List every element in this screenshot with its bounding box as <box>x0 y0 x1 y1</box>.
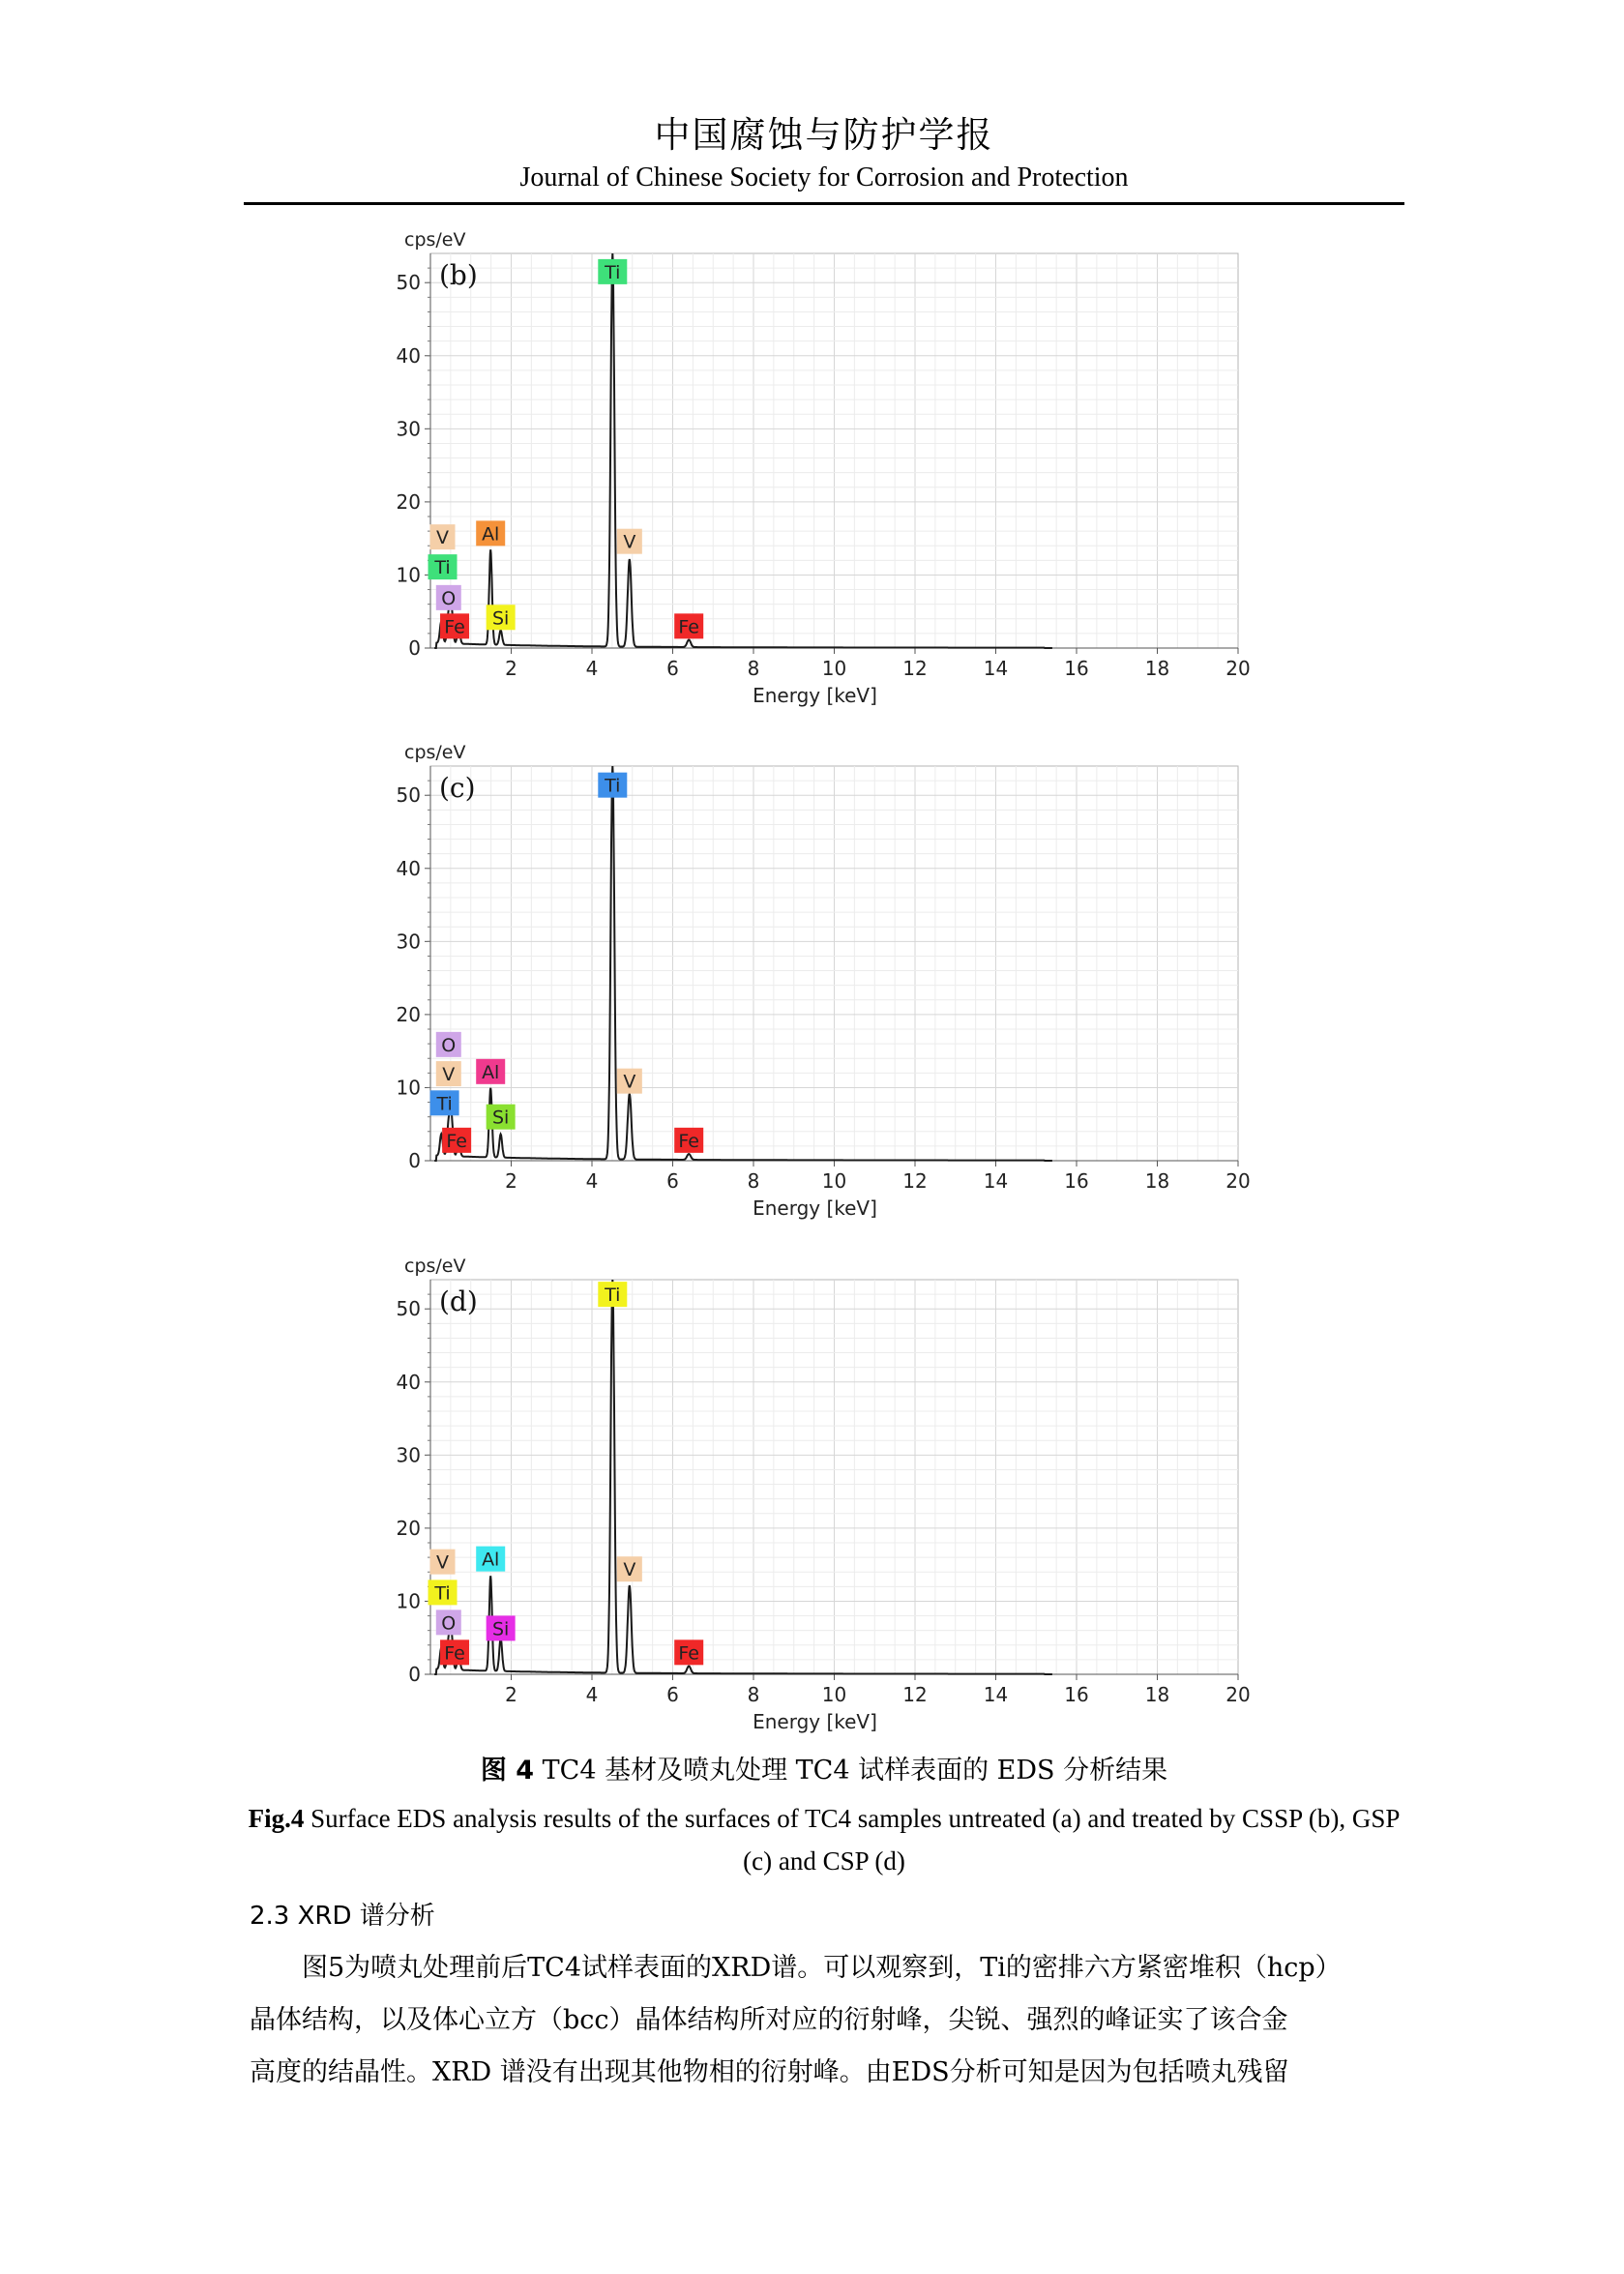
element-label: Al <box>482 1061 500 1083</box>
eds-spectrum-c <box>387 737 1257 1240</box>
y-tick-label: 30 <box>396 1443 421 1467</box>
element-label: V <box>442 1064 456 1086</box>
eds-spectrum-b <box>387 224 1257 727</box>
panel-label: (b) <box>439 259 478 291</box>
x-tick-label: 6 <box>666 657 679 680</box>
y-tick-label: 20 <box>396 1002 421 1026</box>
element-label: Fe <box>444 1642 465 1665</box>
element-label: Al <box>482 523 500 546</box>
x-tick-label: 6 <box>666 1683 679 1706</box>
element-label: Ti <box>605 261 621 283</box>
x-tick-label: 8 <box>747 1169 760 1193</box>
journal-header <box>244 114 1404 195</box>
header-rule <box>244 202 1404 205</box>
x-tick-label: 2 <box>505 1169 517 1193</box>
x-tick-label: 18 <box>1144 657 1170 680</box>
journal-title-cn: 中国腐蚀与防护学报 <box>654 114 994 156</box>
element-label: V <box>623 1071 636 1093</box>
element-label: Si <box>491 1107 510 1129</box>
element-label: Fe <box>446 1130 467 1152</box>
x-tick-label: 2 <box>505 1683 517 1706</box>
element-label: Si <box>491 607 510 630</box>
body-paragraph <box>250 1942 1396 2099</box>
x-tick-label: 10 <box>821 1683 847 1706</box>
x-tick-label: 6 <box>666 1169 679 1193</box>
figure-caption-en <box>244 1797 1404 1882</box>
x-tick-label: 20 <box>1225 657 1251 680</box>
x-tick-label: 16 <box>1064 657 1089 680</box>
element-label: Ti <box>436 1093 453 1115</box>
element-label: Si <box>491 1618 510 1640</box>
y-tick-label: 10 <box>396 1076 421 1100</box>
element-label: Ti <box>434 557 451 579</box>
x-tick-label: 2 <box>505 657 517 680</box>
y-tick-label: 0 <box>408 1149 421 1172</box>
figure-label-cn: 图 4 <box>480 1756 535 1786</box>
y-tick-label: 10 <box>396 1589 421 1613</box>
element-label: V <box>623 531 636 553</box>
figure-label-en: Fig.4 <box>248 1804 305 1833</box>
y-tick-label: 30 <box>396 930 421 954</box>
element-label: Ti <box>605 1285 621 1307</box>
x-tick-label: 8 <box>747 1683 760 1706</box>
section-heading: 2.3 XRD 谱分析 <box>250 1902 435 1931</box>
x-tick-label: 12 <box>902 1683 928 1706</box>
y-tick-label: 0 <box>408 636 421 660</box>
x-tick-label: 4 <box>585 657 599 680</box>
x-tick-label: 14 <box>983 1683 1009 1706</box>
element-label: Al <box>482 1549 500 1571</box>
paragraph-line: 图5为喷丸处理前后TC4试样表面的XRD谱。可以观察到，Ti的密排六方紧密堆积（hcp） <box>302 1953 1342 1983</box>
x-tick-label: 18 <box>1144 1169 1170 1193</box>
y-axis-label: cps/eV <box>404 1255 466 1277</box>
journal-title-en: Journal of Chinese Society for Corrosion and Protection <box>519 162 1129 192</box>
element-label: Ti <box>434 1582 451 1605</box>
element-label: V <box>623 1559 636 1581</box>
x-tick-label: 14 <box>983 657 1009 680</box>
x-tick-label: 4 <box>585 1683 599 1706</box>
paragraph-line: 晶体结构，以及体心立方（bcc）晶体结构所对应的衍射峰，尖锐、强烈的峰证实了该合金 <box>250 2005 1288 2035</box>
x-tick-label: 20 <box>1225 1683 1251 1706</box>
figure-text-cn: TC4 基材及喷丸处理 TC4 试样表面的 EDS 分析结果 <box>534 1756 1168 1786</box>
x-tick-label: 18 <box>1144 1683 1170 1706</box>
element-label: Fe <box>678 616 699 638</box>
element-label: Fe <box>678 1642 699 1665</box>
y-tick-label: 0 <box>408 1663 421 1686</box>
x-axis-label: Energy [keV] <box>753 684 877 707</box>
x-tick-label: 8 <box>747 657 760 680</box>
figure-text-en: Surface EDS analysis results of the surfaces of TC4 samples untreated (a) and treated by CSSP (b), GSP (c) and CSP (d) <box>304 1804 1401 1875</box>
x-tick-label: 12 <box>902 1169 928 1193</box>
element-label: Fe <box>444 616 465 638</box>
y-tick-label: 50 <box>396 1297 421 1321</box>
element-label: O <box>441 587 457 609</box>
element-label: O <box>441 1612 457 1635</box>
y-tick-label: 40 <box>396 856 421 880</box>
y-tick-label: 20 <box>396 489 421 514</box>
x-tick-label: 16 <box>1064 1683 1089 1706</box>
x-tick-label: 10 <box>821 1169 847 1193</box>
element-label: Ti <box>605 775 621 797</box>
y-tick-label: 50 <box>396 271 421 295</box>
y-axis-label: cps/eV <box>404 742 466 763</box>
x-tick-label: 20 <box>1225 1169 1251 1193</box>
x-tick-label: 12 <box>902 657 928 680</box>
element-label: O <box>441 1034 457 1056</box>
paragraph-line: 高度的结晶性。XRD 谱没有出现其他物相的衍射峰。由EDS分析可知是因为包括喷丸残留 <box>250 2057 1289 2087</box>
x-axis-label: Energy [keV] <box>753 1196 877 1220</box>
x-tick-label: 16 <box>1064 1169 1089 1193</box>
panel-label: (d) <box>439 1285 478 1317</box>
x-tick-label: 14 <box>983 1169 1009 1193</box>
panel-label: (c) <box>439 772 476 804</box>
y-tick-label: 10 <box>396 563 421 587</box>
y-tick-label: 50 <box>396 783 421 808</box>
y-tick-label: 40 <box>396 343 421 368</box>
element-label: Fe <box>678 1130 699 1152</box>
element-label: V <box>436 527 450 549</box>
figure-caption-cn <box>244 1749 1404 1787</box>
x-tick-label: 4 <box>585 1169 599 1193</box>
element-label: V <box>436 1551 450 1574</box>
x-tick-label: 10 <box>821 657 847 680</box>
eds-spectrum-d <box>387 1251 1257 1754</box>
y-tick-label: 30 <box>396 417 421 441</box>
y-tick-label: 20 <box>396 1516 421 1540</box>
y-axis-label: cps/eV <box>404 229 466 251</box>
y-tick-label: 40 <box>396 1370 421 1394</box>
x-axis-label: Energy [keV] <box>753 1710 877 1733</box>
